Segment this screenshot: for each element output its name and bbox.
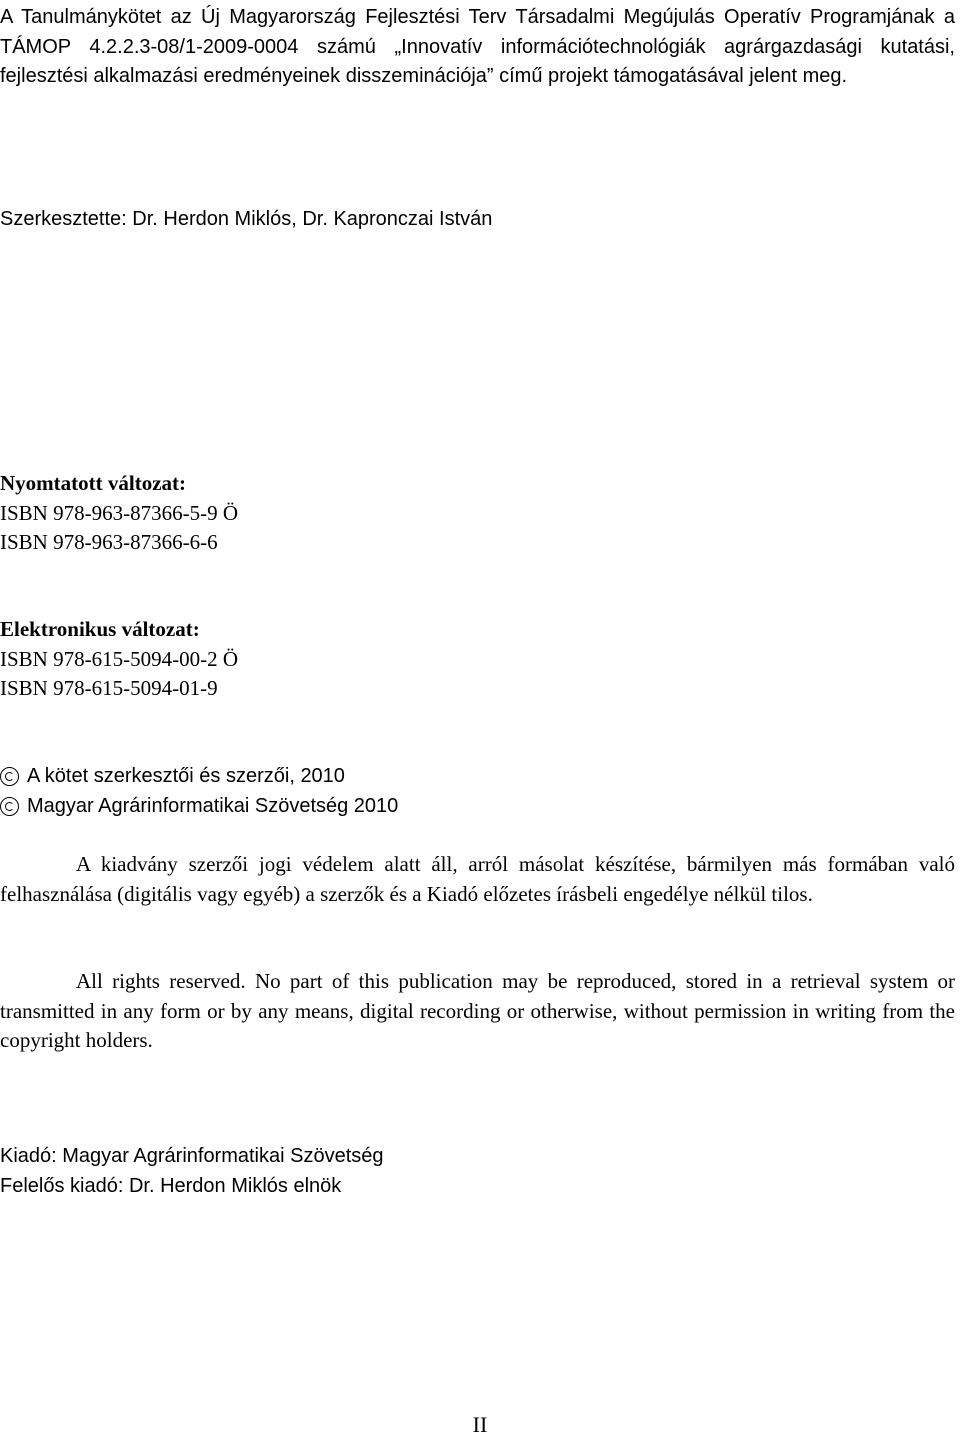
print-isbn-2: ISBN 978-963-87366-6-6 — [0, 530, 218, 554]
copyright-icon — [0, 767, 19, 786]
electronic-version-heading: Elektronikus változat: — [0, 617, 200, 641]
intro-paragraph: A Tanulmánykötet az Új Magyarország Fejlesztési Terv Társadalmi Megújulás Operatív Programjának a TÁMOP 4.2.2.3-08/1-2009-0004 számú „Innovatív információtechnológiák agrárgazdasági kutatási, fejlesztési alkalmazási eredményeinek disszeminációja” című projekt támogatásával jelent meg. — [0, 6, 955, 87]
notice-english: All rights reserved. No part of this publication may be reproduced, stored in a retrieval system or transmitted in any form or by any means, digital recording or otherwise, without permission in writing from the copyright holders. — [0, 969, 955, 1052]
electronic-version-block — [0, 615, 238, 704]
print-isbn-1: ISBN 978-963-87366-5-9 Ö — [0, 500, 238, 525]
print-version-block — [0, 469, 238, 558]
editors-line: Szerkesztette: Dr. Herdon Miklós, Dr. Kapronczai István — [0, 208, 493, 230]
print-version-heading: Nyomtatott változat: — [0, 471, 187, 495]
copyright-text-1: A kötet szerkesztői és szerzői, 2010 — [27, 765, 345, 787]
notice-hungarian: A kiadvány szerzői jogi védelem alatt áll, arról másolat készítése, bármilyen más formában való felhasználása (digitális vagy egyéb) a szerzők és a Kiadó előzetes írásbeli engedélye nélkül tilos. — [0, 852, 955, 906]
page-number: II — [472, 1412, 488, 1437]
copyright-text-2: Magyar Agrárinformatikai Szövetség 2010 — [27, 794, 399, 817]
copyright-line-1 — [0, 762, 398, 792]
responsible-publisher-line: Felelős kiadó: Dr. Herdon Miklós elnök — [0, 1174, 342, 1197]
publisher-block — [0, 1142, 384, 1201]
electronic-isbn-1: ISBN 978-615-5094-00-2 Ö — [0, 646, 238, 671]
publisher-line: Kiadó: Magyar Agrárinformatikai Szövetség — [0, 1145, 384, 1167]
copyright-block — [0, 762, 398, 821]
electronic-isbn-2: ISBN 978-615-5094-01-9 — [0, 676, 218, 700]
copyright-icon — [0, 797, 19, 816]
copyright-line-2 — [0, 792, 398, 822]
